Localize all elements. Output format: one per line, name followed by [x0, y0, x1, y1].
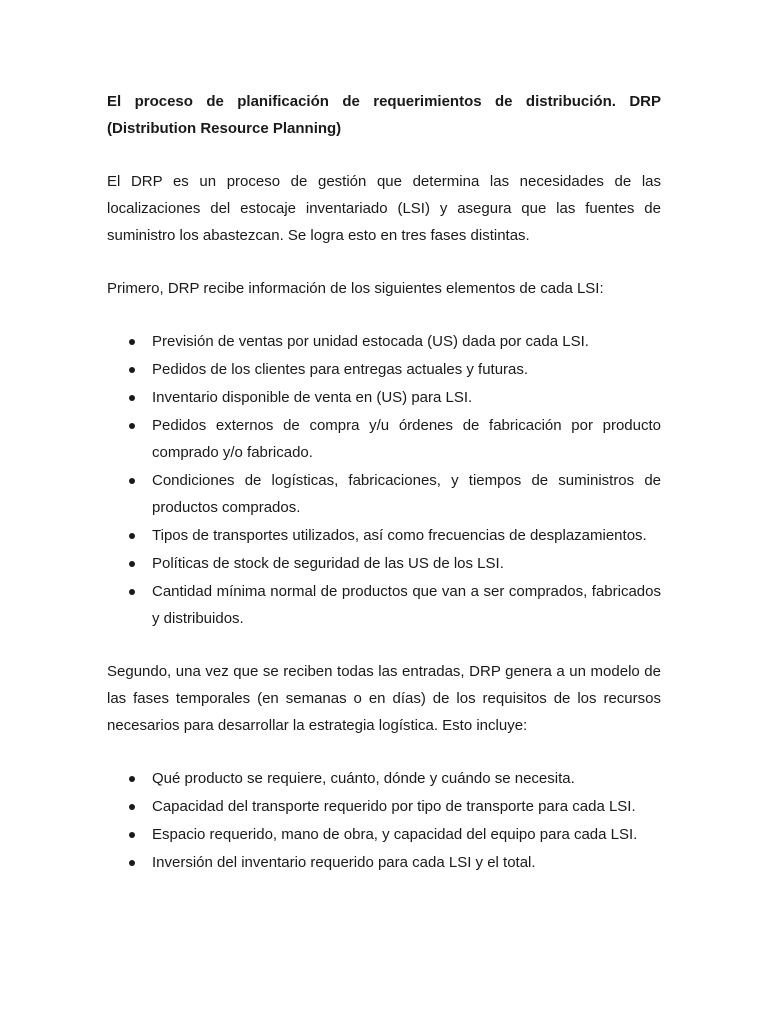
first-phase-paragraph: Primero, DRP recibe información de los siguientes elementos de cada LSI: — [107, 280, 604, 297]
bullet-icon — [129, 339, 135, 345]
list-item — [107, 412, 661, 466]
intro-paragraph: El DRP es un proceso de gestión que determina las necesidades de las localizaciones del estocaje inventariado (LSI) y asegura que las fuentes de suministro los abastezcan. Se logra esto en tres fases distintas. — [107, 173, 661, 244]
list-item-text: Espacio requerido, mano de obra, y capacidad del equipo para cada LSI. — [152, 826, 638, 843]
list-item — [107, 550, 661, 577]
list-item — [107, 522, 661, 549]
list-item-text: Qué producto se requiere, cuánto, dónde y cuándo se necesita. — [152, 770, 575, 787]
list-item-text: Capacidad del transporte requerido por tipo de transporte para cada LSI. — [152, 798, 636, 815]
bullet-icon — [129, 533, 135, 539]
bullet-icon — [129, 395, 135, 401]
document-title: El proceso de planificación de requerimientos de distribución. DRP (Distribution Resource Planning) — [107, 93, 661, 137]
list-item — [107, 328, 661, 355]
list-item-text: Condiciones de logísticas, fabricaciones, y tiempos de suministros de productos comprados. — [152, 472, 661, 516]
list-item — [107, 821, 661, 848]
list-item-text: Políticas de stock de seguridad de las US de los LSI. — [152, 555, 504, 572]
bullet-icon — [129, 860, 135, 866]
list-item-text: Inventario disponible de venta en (US) para LSI. — [152, 389, 473, 406]
bullet-icon — [129, 589, 135, 595]
list-item-text: Pedidos de los clientes para entregas actuales y futuras. — [152, 361, 529, 378]
list-item-text: Tipos de transportes utilizados, así como frecuencias de desplazamientos. — [152, 527, 647, 544]
list-item-text: Inversión del inventario requerido para cada LSI y el total. — [152, 854, 536, 871]
bullet-icon — [129, 832, 135, 838]
first-phase-list — [107, 328, 661, 632]
list-item — [107, 467, 661, 521]
document-body — [107, 88, 661, 902]
list-item-text: Cantidad mínima normal de productos que van a ser comprados, fabricados y distribuidos. — [152, 583, 661, 627]
list-item-text: Pedidos externos de compra y/u órdenes de fabricación por producto comprado y/o fabricado. — [152, 417, 661, 461]
list-item — [107, 578, 661, 632]
list-item — [107, 765, 661, 792]
bullet-icon — [129, 561, 135, 567]
list-item — [107, 356, 661, 383]
second-phase-list — [107, 765, 661, 876]
bullet-icon — [129, 367, 135, 373]
bullet-icon — [129, 804, 135, 810]
list-item — [107, 849, 661, 876]
bullet-icon — [129, 478, 135, 484]
second-phase-paragraph: Segundo, una vez que se reciben todas las entradas, DRP genera a un modelo de las fases temporales (en semanas o en días) de los requisitos de los recursos necesarios para desarrollar la estrategia logística. Esto incluye: — [107, 663, 661, 734]
bullet-icon — [129, 776, 135, 782]
list-item — [107, 384, 661, 411]
list-item — [107, 793, 661, 820]
list-item-text: Previsión de ventas por unidad estocada (US) dada por cada LSI. — [152, 333, 589, 350]
bullet-icon — [129, 423, 135, 429]
